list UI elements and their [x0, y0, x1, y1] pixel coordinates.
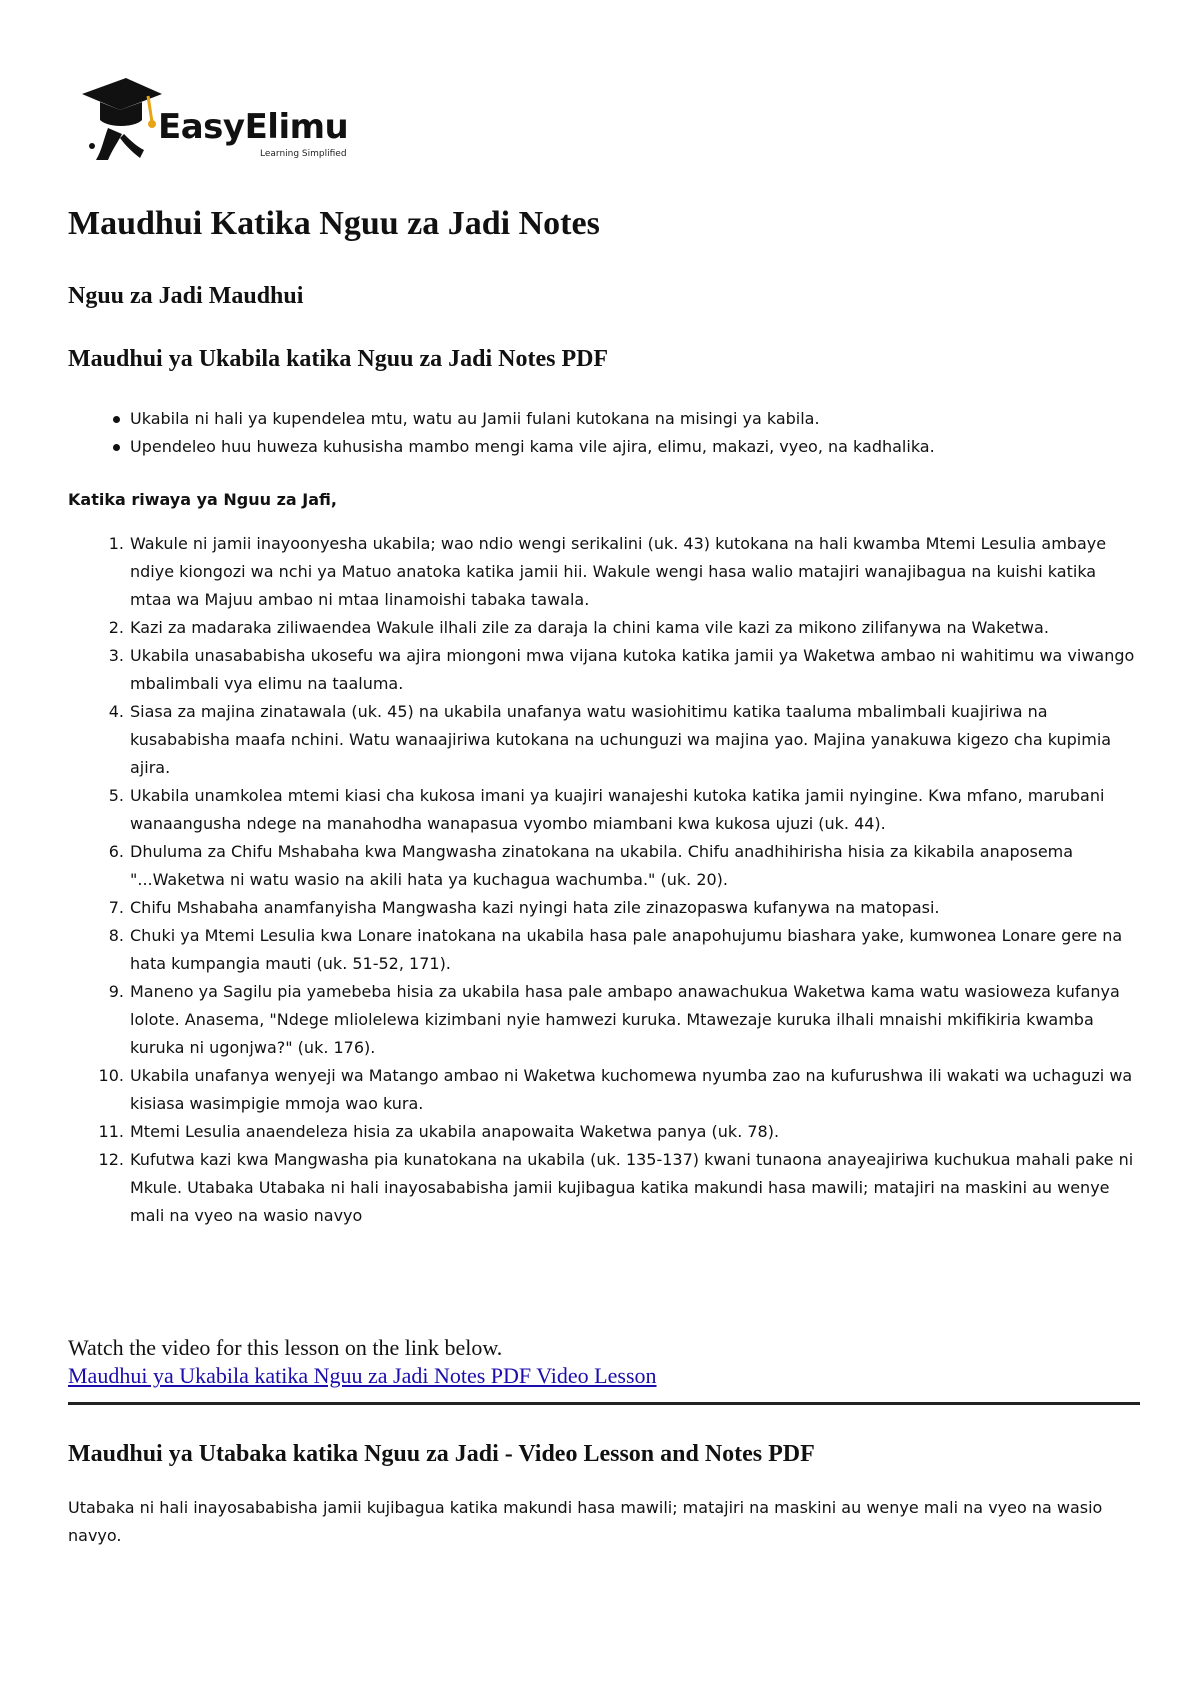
watch-video-text: Watch the video for this lesson on the link below. — [68, 1335, 503, 1360]
bullet-text: Upendeleo huu huweza kuhusisha mambo mengi kama vile ajira, elimu, makazi, vyeo, na kadhalika. — [130, 437, 935, 456]
item-text: Ukabila unafanya wenyeji wa Matango ambao ni Waketwa kuchomewa nyumba zao na kufurushwa ili wakati wa uchaguzi wa kisiasa wasimpigie mmoja wao kura. — [130, 1066, 1133, 1113]
list-item: 2. Kazi za madaraka ziliwaendea Wakule ilhali zile za daraja la chini kama vile kazi za mikono zilifanywa na Waketwa. — [108, 618, 1049, 637]
bullet-list — [68, 405, 1138, 461]
item-text: Chifu Mshabaha anamfanyisha Mangwasha kazi nyingi hata zile zinazopaswa kufanywa na matopasi. — [130, 898, 940, 917]
item-text: Maneno ya Sagilu pia yamebeba hisia za ukabila hasa pale ambapo anawachukua Waketwa kama watu wasioweza kufanya lolote. Anasema, "Ndege mliolelewa kizimbani nyie hamwezi kuruka. Mtawezaje kuruka ilhali mnaishi mkifikiria kwamba kuruka ni ugonjwa?" (uk. 176). — [130, 982, 1120, 1057]
item-text: Siasa za majina zinatawala (uk. 45) na ukabila unafanya watu wasiohitimu katika taaluma mbalimbali kuajiriwa na kusababisha maafa nchini. Watu wanaajiriwa kutokana na uchunguzi wa majina yao. Majina yanakuwa kigezo cha kupimia ajira. — [130, 702, 1112, 777]
list-item: 6. Dhuluma za Chifu Mshabaha kwa Mangwasha zinatokana na ukabila. Chifu anadhihirisha hisia za kikabila anaposema "...Waketwa ni watu wasio na akili hata ya kuchagua wachumba." (uk. 20). — [108, 842, 1074, 889]
lead-text: Katika riwaya ya Nguu za Jafi, — [68, 490, 337, 509]
list-item: 4. Siasa za majina zinatawala (uk. 45) na ukabila unafanya watu wasiohitimu katika taaluma mbalimbali kuajiriwa na kusababisha maafa nchini. Watu wanaajiriwa kutokana na uchunguzi wa majina yao. Majina yanakuwa kigezo cha kupimia ajira. — [108, 702, 1112, 777]
item-text: Dhuluma za Chifu Mshabaha kwa Mangwasha zinatokana na ukabila. Chifu anadhihirisha hisia za kikabila anaposema "...Waketwa ni watu wasio na akili hata ya kuchagua wachumba." (uk. 20). — [130, 842, 1074, 889]
section-heading-utabaka: Maudhui ya Utabaka katika Nguu za Jadi - Video Lesson and Notes PDF — [68, 1441, 815, 1467]
list-item: 8. Chuki ya Mtemi Lesulia kwa Lonare inatokana na ukabila hasa pale anapohujumu biashara yake, kumwonea Lonare gere na hata kumpangia mauti (uk. 51-52, 171). — [108, 926, 1123, 973]
item-text: Wakule ni jamii inayoonyesha ukabila; wao ndio wengi serikalini (uk. 43) kutokana na hali kwamba Mtemi Lesulia ambaye ndiye kiongozi wa nchi ya Matuo anatoka katika jamii hii. Wakule wengi hasa walio matajiri wanajibagua na kuishi katika mtaa wa Majuu ambao ni mtaa linamoishi tabaka tawala. — [130, 534, 1107, 609]
easyelimu-logo[interactable] — [78, 76, 378, 166]
list-item: 1. Wakule ni jamii inayoonyesha ukabila; wao ndio wengi serikalini (uk. 43) kutokana na hali kwamba Mtemi Lesulia ambaye ndiye kiongozi wa nchi ya Matuo anatoka katika jamii hii. Wakule wengi hasa walio matajiri wanajibagua na kuishi katika mtaa wa Majuu ambao ni mtaa linamoishi tabaka tawala. — [108, 534, 1107, 609]
list-item: 11. Mtemi Lesulia anaendeleza hisia za ukabila anapowaita Waketwa panya (uk. 78). — [98, 1122, 780, 1141]
logo-name: EasyElimu — [158, 107, 349, 147]
item-text: Ukabila unamkolea mtemi kiasi cha kukosa imani ya kuajiri wanajeshi kutoka katika jamii nyingine. Kwa mfano, marubani wanaangusha ndege na manahodha wanapasua vyombo miambani kwa kukosa ujuzi (uk. 44). — [130, 786, 1105, 833]
list-item: 5. Ukabila unamkolea mtemi kiasi cha kukosa imani ya kuajiri wanajeshi kutoka katika jamii nyingine. Kwa mfano, marubani wanaangusha ndege na manahodha wanapasua vyombo miambani kwa kukosa ujuzi (uk. 44). — [108, 786, 1105, 833]
list-item: 9. Maneno ya Sagilu pia yamebeba hisia za ukabila hasa pale ambapo anawachukua Waketwa kama watu wasioweza kufanya lolote. Anasema, "Ndege mliolelewa kizimbani nyie hamwezi kuruka. Mtawezaje kuruka ilhali mnaishi mkifikiria kwamba kuruka ni ugonjwa?" (uk. 176). — [108, 982, 1120, 1057]
list-item — [68, 433, 1138, 461]
list-item: 3. Ukabila unasababisha ukosefu wa ajira miongoni mwa vijana kutoka katika jamii ya Waketwa ambao ni wahitimu wa viwango mbalimbali vya elimu na taaluma. — [108, 646, 1135, 693]
list-item: 7. Chifu Mshabaha anamfanyisha Mangwasha kazi nyingi hata zile zinazopaswa kufanywa na matopasi. — [108, 898, 940, 917]
bullet-icon — [113, 416, 120, 423]
numbered-list — [68, 530, 1140, 1230]
bullet-text: Ukabila ni hali ya kupendelea mtu, watu au Jamii fulani kutokana na misingi ya kabila. — [130, 409, 820, 428]
list-item — [68, 405, 1138, 433]
logo-tagline: Learning Simplified — [260, 149, 347, 159]
section-heading-ukabila: Maudhui ya Ukabila katika Nguu za Jadi Notes PDF — [68, 346, 609, 372]
item-text: Kazi za madaraka ziliwaendea Wakule ilhali zile za daraja la chini kama vile kazi za mikono zilifanywa na Waketwa. — [130, 618, 1049, 637]
page-subtitle: Nguu za Jadi Maudhui — [68, 283, 304, 309]
item-text: Kufutwa kazi kwa Mangwasha pia kunatokana na ukabila (uk. 135-137) kwani tunaona anayeajiriwa kuchukua mahali pake ni Mkule. Utabaka Utabaka ni hali inayosababisha jamii kujibagua katika makundi hasa mawili; matajiri na maskini au wenye mali na vyeo na wasio navyo — [130, 1150, 1134, 1225]
bullet-icon — [113, 444, 120, 451]
utabaka-paragraph: Utabaka ni hali inayosababisha jamii kujibagua katika makundi hasa mawili; matajiri na maskini au wenye mali na vyeo na wasio navyo. — [68, 1498, 1103, 1545]
list-item: 12. Kufutwa kazi kwa Mangwasha pia kunatokana na ukabila (uk. 135-137) kwani tunaona anayeajiriwa kuchukua mahali pake ni Mkule. Utabaka Utabaka ni hali inayosababisha jamii kujibagua katika makundi hasa mawili; matajiri na maskini au wenye mali na vyeo na wasio navyo — [98, 1150, 1134, 1225]
list-item: 10. Ukabila unafanya wenyeji wa Matango ambao ni Waketwa kuchomewa nyumba zao na kufurushwa ili wakati wa uchaguzi wa kisiasa wasimpigie mmoja wao kura. — [98, 1066, 1133, 1113]
item-text: Chuki ya Mtemi Lesulia kwa Lonare inatokana na ukabila hasa pale anapohujumu biashara yake, kumwonea Lonare gere na hata kumpangia mauti (uk. 51-52, 171). — [130, 926, 1123, 973]
page-title: Maudhui Katika Nguu za Jadi Notes — [68, 205, 600, 242]
item-text: Mtemi Lesulia anaendeleza hisia za ukabila anapowaita Waketwa panya (uk. 78). — [130, 1122, 780, 1141]
section-divider — [68, 1402, 1140, 1405]
item-text: Ukabila unasababisha ukosefu wa ajira miongoni mwa vijana kutoka katika jamii ya Waketwa ambao ni wahitimu wa viwango mbalimbali vya elimu na taaluma. — [130, 646, 1135, 693]
video-lesson-link[interactable]: Maudhui ya Ukabila katika Nguu za Jadi Notes PDF Video Lesson — [68, 1363, 657, 1388]
